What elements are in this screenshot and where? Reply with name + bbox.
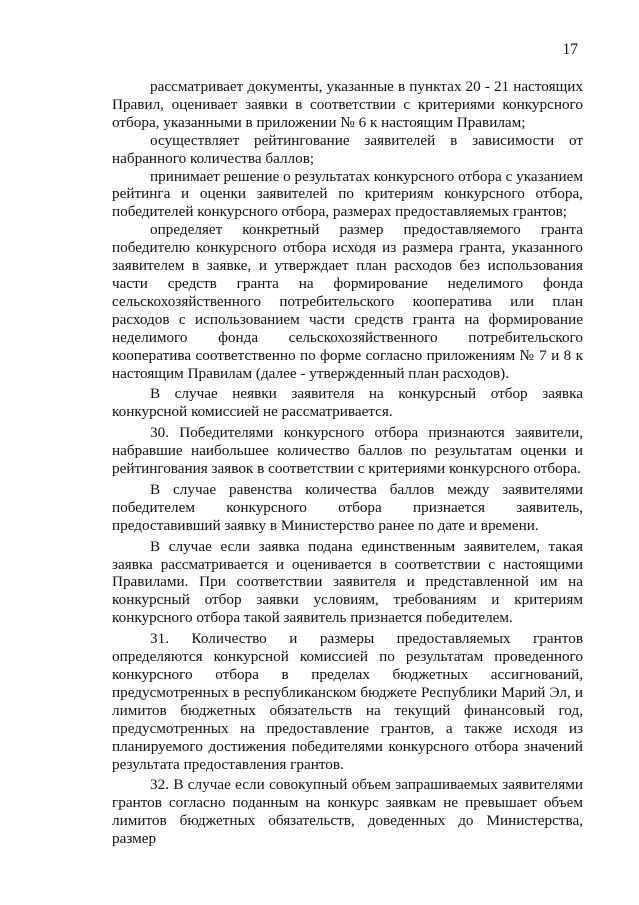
paragraph-review-documents: рассматривает документы, указанные в пунктах 20 - 21 настоящих Правил, оценивает заявки в соответствии с критериями конкурсного отбора, указанными в приложении № 6 к настоящим Правилам;	[112, 78, 583, 131]
paragraph-clause-31: 31. Количество и размеры предоставляемых грантов определяются конкурсной комиссией по результатам проведенного конкурсного отбора в пределах бюджетных ассигнований, предусмотренных в республиканском бюджете Республики Марий Эл, и лимитов бюджетных обязательств на текущий финансовый год, предусмотренных на предоставление грантов, а также исходя из планируемого достижения победителями конкурсного отбора значений результата предоставления грантов.	[112, 630, 583, 773]
paragraph-clause-30: 30. Победителями конкурсного отбора признаются заявители, набравшие наибольшее количество баллов по результатам оценки и рейтингования заявок в соответствии с критериями конкурсного отбора.	[112, 424, 583, 478]
paragraph-equal-points: В случае равенства количества баллов между заявителями победителем конкурсного отбора признается заявитель, предоставивший заявку в Министерство ранее по дате и времени.	[112, 480, 583, 534]
document-body	[112, 78, 583, 848]
paragraph-grant-size: определяет конкретный размер предоставляемого гранта победителю конкурсного отбора исходя из размера гранта, указанного заявителем в заявке, и утверждает план расходов без использования части средств гранта на формирование неделимого фонда сельскохозяйственного потребительского кооператива или план расходов с использованием части средств гранта на формирование неделимого фонда сельскохозяйственного потребительского кооператива соответственно по форме согласно приложениям № 7 и 8 к настоящим Правилам (далее - утвержденный план расходов).	[112, 221, 583, 382]
page-number: 17	[562, 41, 578, 58]
paragraph-single-applicant: В случае если заявка подана единственным заявителем, такая заявка рассматривается и оценивается в соответствии с настоящими Правилами. При соответствии заявителя и представленной им на конкурсный отбор заявки условиям, требованиям и критериям конкурсного отбора такой заявитель признается победителем.	[112, 537, 583, 627]
paragraph-rating: осуществляет рейтингование заявителей в зависимости от набранного количества баллов;	[112, 131, 583, 167]
paragraph-decision: принимает решение о результатах конкурсного отбора с указанием рейтинга и оценки заявителей по критериям конкурсного отбора, победителей конкурсного отбора, размерах предоставляемых грантов;	[112, 167, 583, 221]
paragraph-clause-32: 32. В случае если совокупный объем запрашиваемых заявителями грантов согласно поданным на конкурс заявкам не превышает объем лимитов бюджетных обязательств, доведенных до Министерства, размер	[112, 776, 583, 848]
paragraph-absence: В случае неявки заявителя на конкурсный отбор заявка конкурсной комиссией не рассматривается.	[112, 385, 583, 421]
